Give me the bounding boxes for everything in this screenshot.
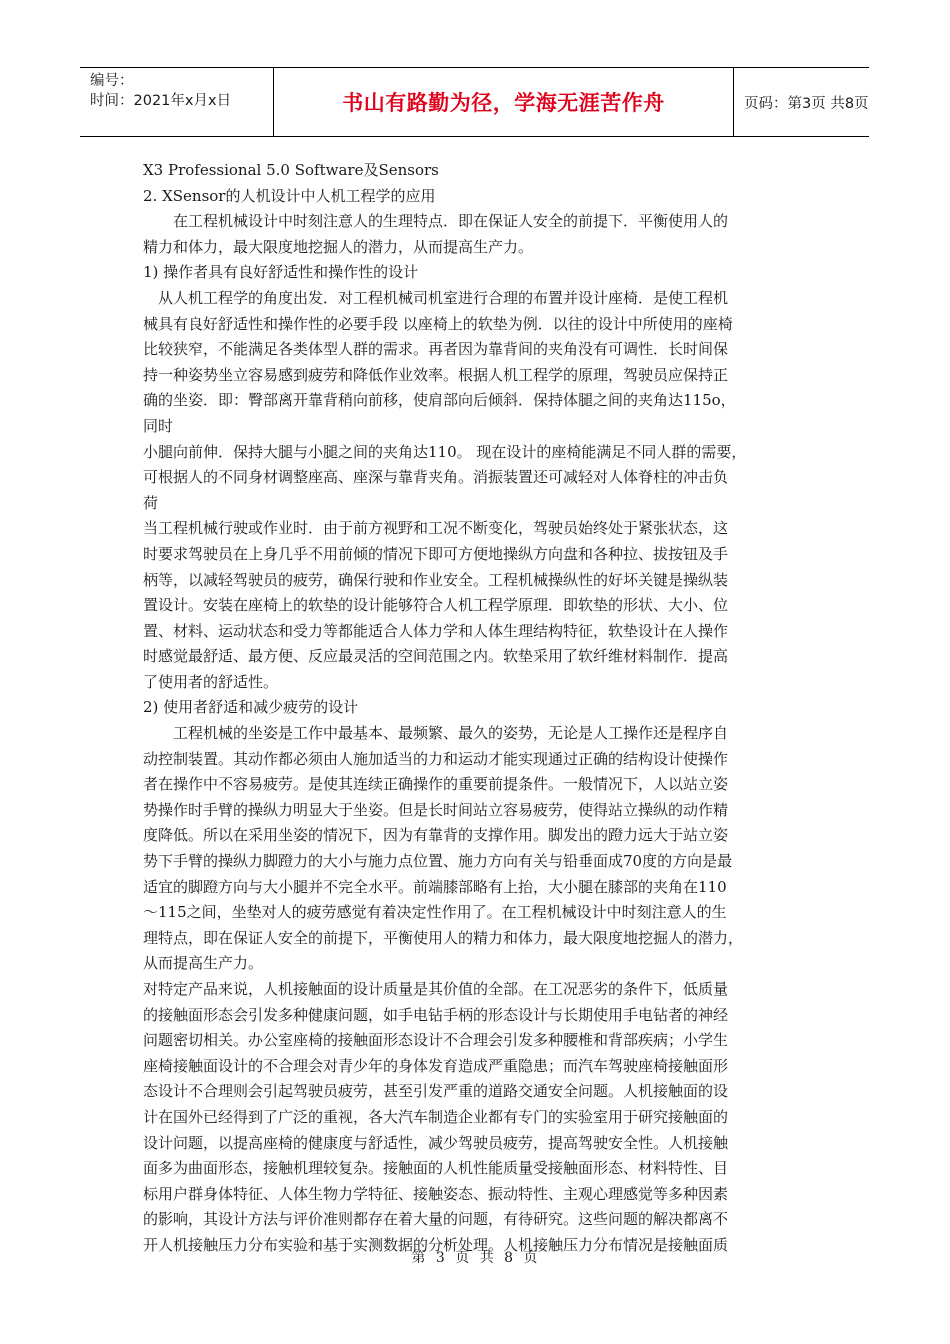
text-line: 势下手臂的操纵力脚蹬力的大小与施力点位置、施力方向有关与铅垂面成70度的方向是最 xyxy=(143,852,733,871)
text-line: 面多为曲面形态，接触机理较复杂。接触面的人机性能质量受接触面形态、材料特性、目 xyxy=(143,1159,729,1178)
text-line: 2) 使用者舒适和减少疲劳的设计 xyxy=(143,698,359,717)
text-line: 势操作时手臂的操纵力明显大于坐姿。但是长时间站立容易疲劳，使得站立操纵的动作精 xyxy=(143,800,729,819)
text-line: 工程机械的坐姿是工作中最基本、最频繁、最久的姿势，无论是人工操作还是程序自 xyxy=(143,724,729,743)
text-line: 计在国外已经得到了广泛的重视，各大汽车制造企业都有专门的实验室用于研究接触面的 xyxy=(143,1107,729,1126)
header-motto: 书山有路勤为径，学海无涯苦作舟 xyxy=(274,68,734,136)
text-line: 对特定产品来说，人机接触面的设计质量是其价值的全部。在工况恶劣的条件下，低质量 xyxy=(143,980,729,998)
text-line: 度降低。所以在采用坐姿的情况下，因为有靠背的支撑作用。脚发出的蹬力远大于站立姿 xyxy=(143,826,729,845)
text-line: 从而提高生产力。 xyxy=(143,954,264,973)
document-body xyxy=(143,158,813,1259)
text-line: 在工程机械设计中时刻注意人的生理特点．即在保证人安全的前提下．平衡使用人的 xyxy=(143,212,729,231)
text-line: 开人机接触压力分布实验和基于实测数据的分析处理。人机接触压力分布情况是接触面质 xyxy=(143,1235,729,1254)
text-line: 2. XSensor的人机设计中人机工程学的应用 xyxy=(143,186,436,205)
text-line: 态设计不合理则会引起驾驶员疲劳，甚至引发严重的道路交通安全问题。人机接触面的设 xyxy=(143,1082,729,1101)
text-line: 的影响，其设计方法与评价准则都存在着大量的问题，有待研究。这些问题的解决都离不 xyxy=(143,1210,729,1229)
text-line: 柄等，以减轻驾驶员的疲劳，确保行驶和作业安全。工程机械操纵性的好坏关键是操纵装 xyxy=(143,570,729,589)
text-line: 者在操作中不容易疲劳。是使其连续正确操作的重要前提条件。一般情况下，人以站立姿 xyxy=(143,775,729,794)
text-line: 置设计。安装在座椅上的软垫的设计能够符合人机工程学原理．即软垫的形状、大小、位 xyxy=(143,596,729,615)
document-date-label: 时间：2021年x月x日 xyxy=(90,93,232,109)
text-line: ～115之间，坐垫对人的疲劳感觉有着决定性作用了。在工程机械设计中时刻注意人的生 xyxy=(143,903,727,922)
text-line: X3 Professional 5.0 Software及Sensors xyxy=(143,161,439,179)
header-page-label: 页码：第3页 共8页 xyxy=(744,95,869,112)
text-line: 置、材料、运动状态和受力等都能适合人体力学和人体生理结构特征，软垫设计在人操作 xyxy=(143,621,729,640)
text-line: 持一种姿势坐立容易感到疲劳和降低作业效率。根据人机工程学的原理，驾驶员应保持正 xyxy=(143,365,729,384)
text-line: 标用户群身体特征、人体生物力学特征、接触姿态、振动特性、主观心理感觉等多种因素 xyxy=(143,1184,729,1203)
text-line: 小腿向前伸．保持大腿与小腿之间的夹角达110。 现在设计的座椅能满足不同人群的需要， xyxy=(143,442,747,461)
text-line: 当工程机械行驶或作业时．由于前方视野和工况不断变化，驾驶员始终处于紧张状态，这 xyxy=(143,519,729,538)
text-line: 时感觉最舒适、最方便、反应最灵活的空间范围之内。软垫采用了软纤维材料制作．提高 xyxy=(143,647,729,666)
header-meta-cell xyxy=(80,68,274,136)
text-line: 同时 xyxy=(143,416,174,435)
document-header xyxy=(80,67,869,137)
page-footer: 第 3 页 共 8 页 xyxy=(411,1250,539,1266)
text-line: 了使用者的舒适性。 xyxy=(143,672,279,691)
text-line: 械具有良好舒适性和操作性的必要手段 以座椅上的软垫为例．以往的设计中所使用的座椅 xyxy=(143,314,733,333)
text-line: 荷 xyxy=(143,493,159,512)
document-number-label: 编号： xyxy=(90,73,134,89)
text-line: 精力和体力，最大限度地挖掘人的潜力，从而提高生产力。 xyxy=(143,237,534,256)
text-line: 从人机工程学的角度出发．对工程机械司机室进行合理的布置并设计座椅．是使工程机 xyxy=(143,288,729,307)
text-line: 时要求驾驶员在上身几乎不用前倾的情况下即可方便地操纵方向盘和各种拉、拔按钮及手 xyxy=(143,544,729,563)
text-line: 的接触面形态会引发多种健康问题，如手电钻手柄的形态设计与长期使用手电钻者的神经 xyxy=(143,1005,729,1024)
text-line: 比较狭窄，不能满足各类体型人群的需求。再者因为靠背间的夹角没有可调性．长时间保 xyxy=(143,340,729,359)
text-line: 设计问题，以提高座椅的健康度与舒适性，减少驾驶员疲劳，提高驾驶安全性。人机接触 xyxy=(143,1133,729,1152)
text-line: 1) 操作者具有良好舒适性和操作性的设计 xyxy=(143,263,419,282)
text-line: 问题密切相关。办公室座椅的接触面形态设计不合理会引发多种腰椎和背部疾病；小学生 xyxy=(143,1031,729,1050)
text-line: 动控制装置。其动作都必须由人施加适当的力和运动才能实现通过正确的结构设计使操作 xyxy=(143,749,729,768)
text-line: 适宜的脚蹬方向与大小腿并不完全水平。前端膝部略有上抬，大小腿在膝部的夹角在110 xyxy=(143,877,727,896)
text-line: 理特点，即在保证人安全的前提下，平衡使用人的精力和体力，最大限度地挖掘人的潜力， xyxy=(143,928,744,947)
text-line: 可根据人的不同身材调整座高、座深与靠背夹角。消振装置还可减轻对人体脊柱的冲击负 xyxy=(143,468,729,487)
text-line: 座椅接触面设计的不合理会对青少年的身体发育造成严重隐患；而汽车驾驶座椅接触面形 xyxy=(143,1056,729,1075)
text-line: 确的坐姿．即：臀部离开靠背稍向前移，使肩部向后倾斜．保持体腿之间的夹角达115o， xyxy=(143,391,736,410)
